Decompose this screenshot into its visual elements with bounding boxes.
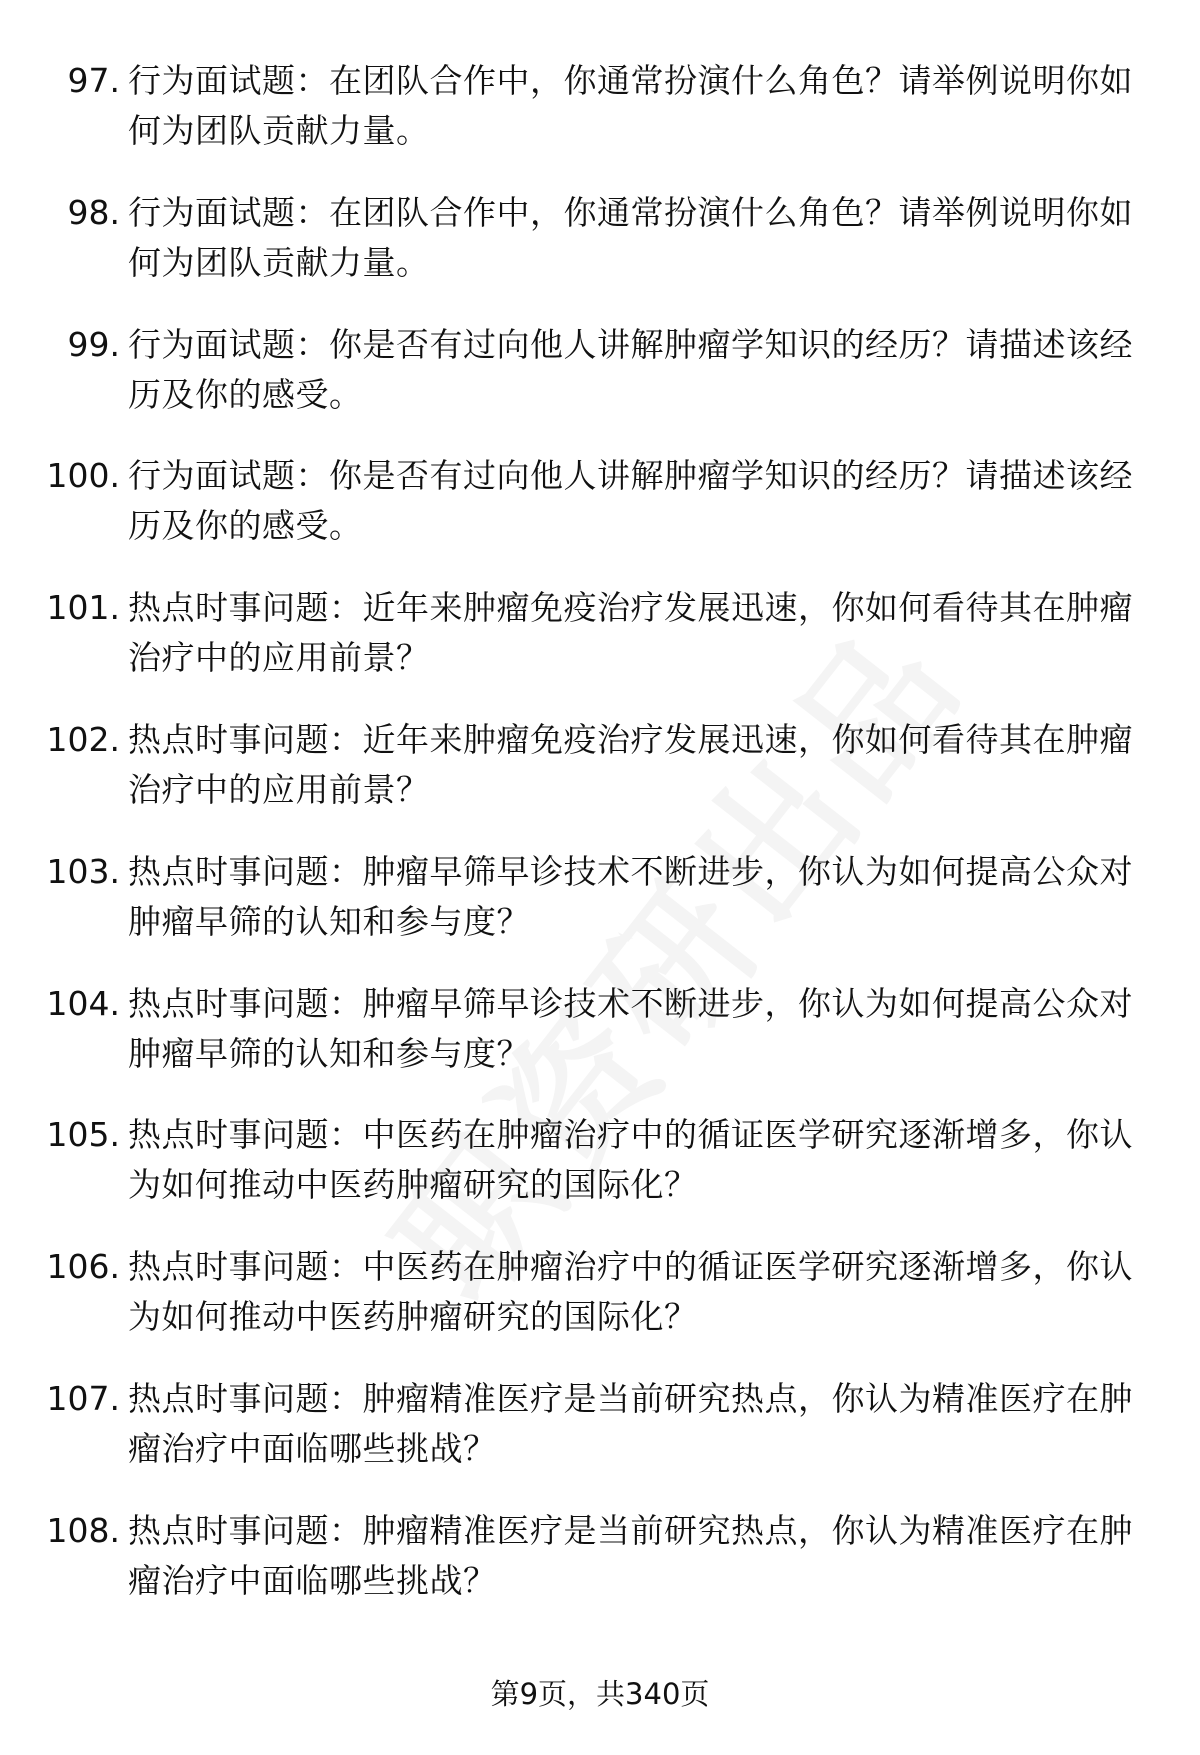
question-item xyxy=(0,1374,1200,1506)
question-text: 行为面试题：你是否有过向他人讲解肿瘤学知识的经历？请描述该经历及你的感受。 xyxy=(128,456,1133,546)
question-text: 行为面试题：你是否有过向他人讲解肿瘤学知识的经历？请描述该经历及你的感受。 xyxy=(128,324,1133,414)
question-number: 101. xyxy=(46,588,120,628)
page-footer xyxy=(0,1674,1200,1714)
question-text: 热点时事问题：肿瘤早筛早诊技术不断进步，你认为如何提高公众对肿瘤早筛的认知和参与度？ xyxy=(128,851,1133,941)
question-text: 行为面试题：在团队合作中，你通常扮演什么角色？请举例说明你如何为团队贡献力量。 xyxy=(128,61,1133,150)
question-number: 102. xyxy=(46,719,120,759)
question-text: 热点时事问题：肿瘤精准医疗是当前研究热点，你认为精准医疗在肿瘤治疗中面临哪些挑战？ xyxy=(128,1378,1133,1468)
question-number: 106. xyxy=(46,1247,120,1287)
question-text: 热点时事问题：近年来肿瘤免疫治疗发展迅速，你如何看待其在肿瘤治疗中的应用前景？ xyxy=(128,588,1133,678)
question-text: 热点时事问题：中医药在肿瘤治疗中的循证医学研究逐渐增多，你认为如何推动中医药肿瘤研究的国际化？ xyxy=(128,1247,1133,1337)
question-number: 104. xyxy=(46,983,120,1023)
page-number-label: 第9页，共340页 xyxy=(490,1677,710,1711)
question-text: 热点时事问题：肿瘤早筛早诊技术不断进步，你认为如何提高公众对肿瘤早筛的认知和参与度？ xyxy=(128,983,1133,1073)
question-item xyxy=(0,1506,1200,1638)
question-item xyxy=(0,979,1200,1111)
question-item xyxy=(0,320,1200,452)
question-text: 热点时事问题：近年来肿瘤免疫治疗发展迅速，你如何看待其在肿瘤治疗中的应用前景？ xyxy=(128,719,1133,809)
question-text: 行为面试题：在团队合作中，你通常扮演什么角色？请举例说明你如何为团队贡献力量。 xyxy=(128,192,1133,282)
question-item xyxy=(0,188,1200,320)
question-text: 热点时事问题：中医药在肿瘤治疗中的循证医学研究逐渐增多，你认为如何推动中医药肿瘤研究的国际化？ xyxy=(128,1115,1133,1205)
question-number: 107. xyxy=(46,1378,120,1418)
question-number: 97. xyxy=(67,61,120,100)
question-item xyxy=(0,715,1200,847)
question-item xyxy=(0,1242,1200,1374)
question-list xyxy=(0,56,1200,1638)
question-number: 99. xyxy=(67,324,120,364)
question-item xyxy=(0,583,1200,715)
question-item xyxy=(0,56,1200,188)
question-item xyxy=(0,451,1200,583)
question-number: 103. xyxy=(46,851,120,891)
question-number: 98. xyxy=(67,192,120,232)
question-number: 108. xyxy=(46,1510,120,1550)
question-number: 100. xyxy=(46,456,120,496)
question-item xyxy=(0,1110,1200,1242)
question-text: 热点时事问题：肿瘤精准医疗是当前研究热点，你认为精准医疗在肿瘤治疗中面临哪些挑战？ xyxy=(128,1510,1133,1600)
question-item xyxy=(0,847,1200,979)
question-number: 105. xyxy=(46,1115,120,1155)
